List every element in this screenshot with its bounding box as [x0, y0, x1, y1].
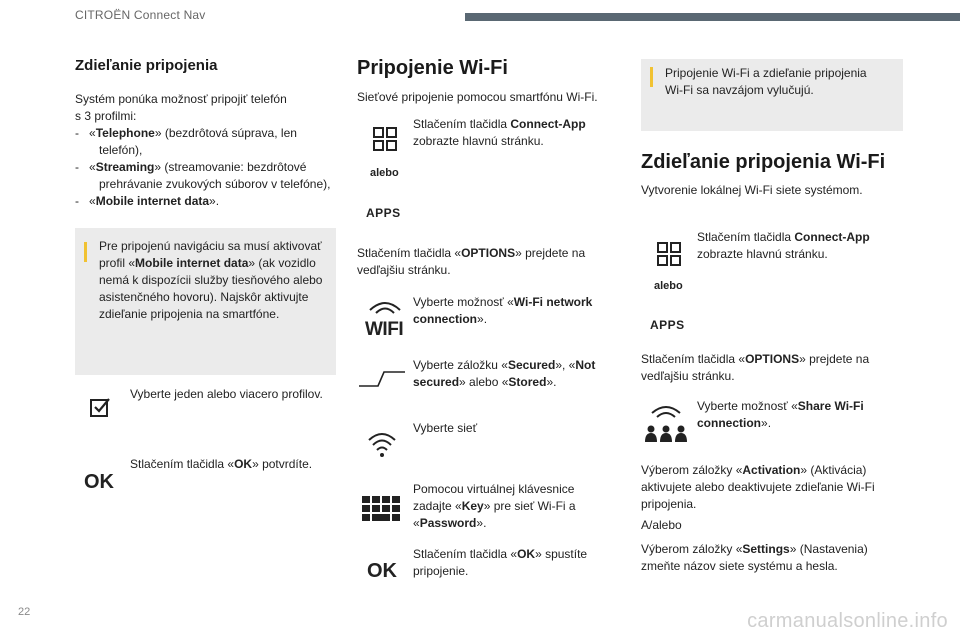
profile-item: - «Telephone» (bezdrôtová súprava, len — [75, 126, 297, 140]
note-text: Pre pripojenú navigáciu sa musí aktivovať profil «Mobile internet data» (ak vozidlo nemá k dispozícii služby tiesňového alebo asistenčného hovoru). Najskôr aktivujte zdieľanie pripojenia na smartfóne. — [99, 239, 323, 321]
step-secured-tab: Vyberte záložku «Secured», «Not secured» alebo «Stored». — [413, 358, 596, 389]
wifi-signal-icon — [367, 430, 397, 458]
ok-icon: OK — [84, 471, 114, 493]
share-wifi-icon — [645, 404, 687, 444]
checkbox-icon — [89, 396, 111, 418]
note-box — [75, 228, 336, 375]
step-options: Stlačením tlačidla «OPTIONS» prejdete na vedľajšiu stránku. — [357, 246, 586, 277]
section-heading-wifi: Pripojenie Wi-Fi — [357, 57, 508, 79]
wifi-menu-icon — [368, 298, 402, 316]
connect-app-grid-icon — [373, 127, 397, 151]
alebo-label: alebo — [370, 167, 399, 179]
tab-icon — [358, 368, 406, 388]
and-or-label: A/alebo — [641, 518, 682, 532]
wifi-sharing-intro: Vytvorenie lokálnej Wi-Fi siete systémom. — [641, 183, 863, 197]
sharing-intro: Systém ponúka možnosť pripojiť telefón s 3 profilmi: - «Telephone» (bezdrôtová súprava, len telefón), - «Streaming» (streamovanie: bezdrôtové prehrávanie zvukových súborov v telefóne), - «Mobile internet data». — [75, 91, 340, 210]
step-options: Stlačením tlačidla «OPTIONS» prejdete na vedľajšiu stránku. — [641, 352, 870, 383]
keyboard-icon — [362, 496, 402, 522]
step-wifi-network: Vyberte možnosť «Wi-Fi network connection». — [413, 295, 593, 326]
step-settings: Výberom záložky «Settings» (Nastavenia) zmeňte názov siete systému a hesla. — [641, 542, 868, 573]
step-enter-key: Pomocou virtuálnej klávesnice zadajte «Key» pre sieť Wi-Fi a «Password». — [413, 482, 576, 530]
step-confirm-ok: Stlačením tlačidla «OK» potvrdíte. — [130, 457, 313, 471]
apps-icon: APPS — [366, 206, 401, 220]
note-text: Pripojenie Wi-Fi a zdieľanie pripojenia Wi-Fi sa navzájom vylučujú. — [665, 66, 867, 97]
connect-app-grid-icon — [657, 242, 681, 266]
section-heading-wifi-sharing: Zdieľanie pripojenia Wi-Fi — [641, 151, 886, 173]
apps-icon: APPS — [650, 318, 685, 332]
alebo-label: alebo — [654, 280, 683, 292]
header-bar — [465, 13, 960, 21]
step-select-profiles: Vyberte jeden alebo viacero profilov. — [130, 387, 323, 401]
step-start-connection: Stlačením tlačidla «OK» spustíte pripojenie. — [413, 547, 588, 578]
step-connect-app: Stlačením tlačidla Connect-App zobrazte hlavnú stránku. — [413, 117, 586, 148]
running-header: CITROËN Connect Nav — [75, 8, 206, 22]
watermark: carmanualsonline.info — [747, 610, 948, 632]
wifi-word-icon: WIFI — [365, 319, 404, 340]
page-number: 22 — [18, 606, 31, 618]
note-marker — [84, 242, 87, 262]
note-box-exclusive — [641, 59, 903, 131]
profile-item: - «Mobile internet data». — [75, 194, 220, 208]
step-connect-app: Stlačením tlačidla Connect-App zobrazte hlavnú stránku. — [697, 230, 870, 261]
step-select-network: Vyberte sieť — [413, 421, 478, 435]
profile-item: - «Streaming» (streamovanie: bezdrôtové — [75, 160, 307, 174]
wifi-intro: Sieťové pripojenie pomocou smartfónu Wi-Fi. — [357, 90, 598, 104]
step-share-wifi: Vyberte možnosť «Share Wi-Fi connection». — [697, 399, 864, 430]
step-activation: Výberom záložky «Activation» (Aktivácia) aktivujete alebo deaktivujete zdieľanie Wi-Fi pripojenia. — [641, 463, 875, 511]
note-marker — [650, 67, 653, 87]
section-heading-sharing: Zdieľanie pripojenia — [75, 57, 218, 74]
ok-icon: OK — [367, 560, 397, 582]
